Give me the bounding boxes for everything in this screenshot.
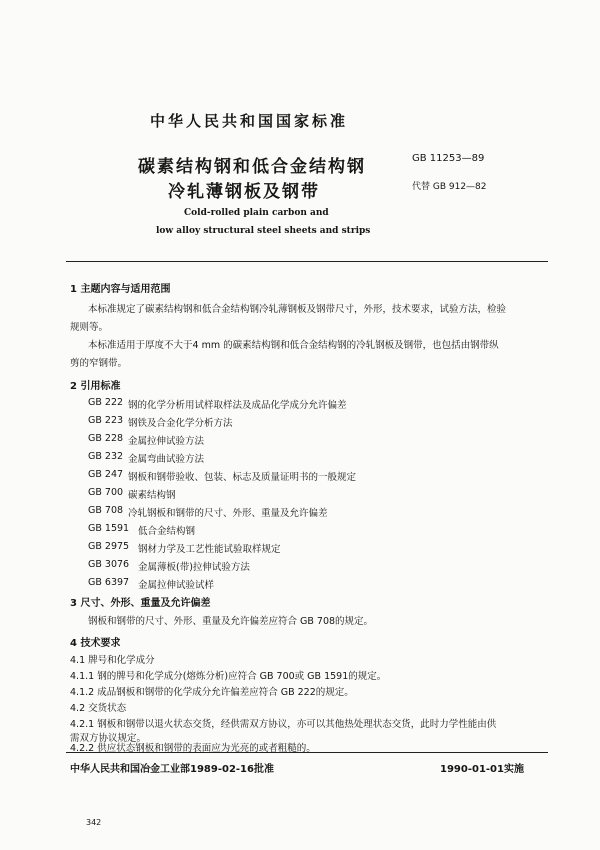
reference-name: 冷轧钢板和钢带的尺寸、外形、重量及允许偏差 [128, 508, 328, 519]
reference-name: 钢材力学及工艺性能试验取样规定 [138, 544, 281, 555]
approval-line: 中华人民共和国冶金工业部1989-02-16批准 [70, 764, 274, 775]
title-line-2: 冷轧薄钢板及钢带 [168, 182, 320, 202]
reference-code: GB 222 [88, 397, 124, 408]
section-4-1-1: 4.1.1 钢的牌号和化学成分(熔炼分析)应符合 GB 700或 GB 1591的规定。 [70, 671, 387, 682]
reference-name: 钢的化学分析用试样取样法及成品化学成分允许偏差 [128, 400, 347, 411]
reference-name: 钢板和钢带验收、包装、标志及质量证明书的一般规定 [128, 472, 357, 483]
section-4-1-2: 4.1.2 成品钢板和钢带的化学成分允许偏差应符合 GB 222的规定。 [70, 687, 354, 698]
section-3-heading: 3 尺寸、外形、重量及允许偏差 [70, 598, 211, 609]
standard-number: GB 11253—89 [412, 153, 485, 164]
section-1-para-2-line-2: 剪的窄钢带。 [70, 358, 128, 369]
english-title-line-1: Cold-rolled plain carbon and [184, 208, 329, 218]
implementation-date: 1990-01-01实施 [440, 764, 524, 775]
section-4-2-2: 4.2.2 供应状态钢板和钢带的表面应为光亮的或者粗糙的。 [70, 743, 316, 754]
section-4-1-heading: 4.1 牌号和化学成分 [70, 655, 155, 666]
reference-code: GB 1591 [88, 523, 130, 534]
reference-code: GB 232 [88, 451, 124, 462]
reference-code: GB 700 [88, 487, 124, 498]
reference-name: 钢铁及合金化学分析方法 [128, 418, 233, 429]
section-4-heading: 4 技术要求 [70, 638, 121, 649]
page-number: 342 [86, 818, 102, 827]
reference-code: GB 6397 [88, 577, 130, 588]
reference-name: 碳素结构钢 [128, 490, 176, 501]
english-title-line-2: low alloy structural steel sheets and strips [156, 226, 371, 236]
national-standard-heading: 中华人民共和国国家标准 [150, 112, 349, 130]
reference-code: GB 223 [88, 415, 124, 426]
reference-name: 金属拉伸试验方法 [128, 436, 205, 447]
section-1-para-2-line-1: 本标准适用于厚度不大于4 mm 的碳素结构钢和低合金结构钢的冷轧钢板及钢带，也包括由钢带纵 [88, 340, 499, 351]
header-rule [66, 261, 548, 262]
section-1-heading: 1 主题内容与适用范围 [70, 284, 171, 295]
reference-name: 金属薄板(带)拉伸试验方法 [138, 562, 250, 573]
section-4-2-heading: 4.2 交货状态 [70, 703, 127, 714]
title-line-1: 碳素结构钢和低合金结构钢 [138, 157, 366, 177]
section-3-para: 钢板和钢带的尺寸、外形、重量及允许偏差应符合 GB 708的规定。 [88, 616, 374, 627]
section-1-para-1-line-1: 本标准规定了碳素结构钢和低合金结构钢冷轧薄钢板及钢带尺寸，外形，技术要求，试验方法，检验 [88, 304, 507, 315]
section-1-para-1-line-2: 规则等。 [70, 322, 109, 333]
reference-name: 低合金结构钢 [138, 526, 196, 537]
reference-code: GB 228 [88, 433, 124, 444]
section-4-2-1-line-1: 4.2.1 钢板和钢带以退火状态交货，经供需双方协议，亦可以其他热处理状态交货，此时力学性能由供 [70, 719, 497, 730]
reference-code: GB 247 [88, 469, 124, 480]
section-4-2-1-line-2: 需双方协议规定。 [70, 733, 147, 744]
replaces-standard: 代替 GB 912—82 [412, 182, 487, 192]
reference-code: GB 3076 [88, 559, 130, 570]
reference-name: 金属弯曲试验方法 [128, 454, 205, 465]
reference-code: GB 2975 [88, 541, 130, 552]
reference-name: 金属拉伸试验试样 [138, 580, 215, 591]
reference-code: GB 708 [88, 505, 124, 516]
section-2-heading: 2 引用标准 [70, 381, 121, 392]
